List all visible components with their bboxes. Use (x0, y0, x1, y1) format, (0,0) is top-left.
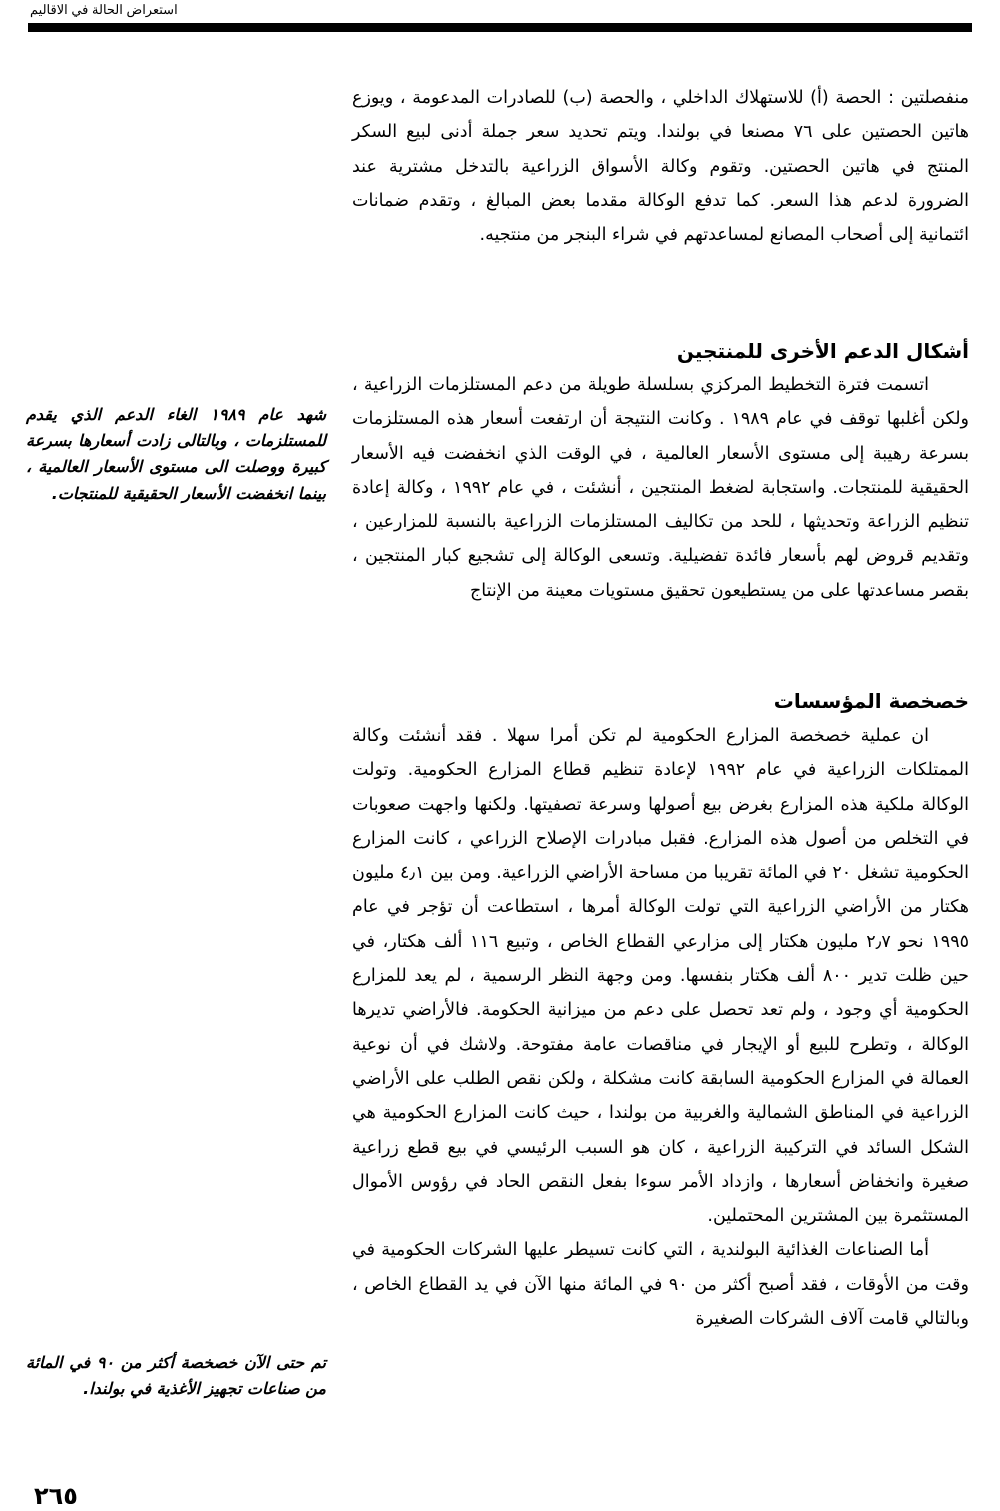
section-other-support-body (352, 368, 969, 608)
privatization-paragraph-1: ان عملية خصخصة المزارع الحكومية لم تكن أمرا سهلا . فقد أنشئت وكالة الممتلكات الزراعية في عام ١٩٩٢ لإعادة تنظيم قطاع المزارع الحكومية. وتولت الوكالة ملكية هذه المزارع بغرض بيع أصولها وسرعة تصفيتها. ولكنها واجهت صعوبات في التخلص من أصول هذه المزارع. فقبل مبادرات الإصلاح الزراعي ، كانت المزارع الحكومية تشغل ٢٠ في المائة تقريبا من مساحة الأراضي الزراعية. ومن بين ٤٫١ مليون هكتار من الأراضي الزراعية التي تولت الوكالة أمرها ، استطاعت أن تؤجر في عام ١٩٩٥ نحو ٢٫٧ مليون هكتار إلى مزارعي القطاع الخاص ، وتبيع ١١٦ ألف هكتار، في حين ظلت تدير ٨٠٠ ألف هكتار بنفسها. ومن وجهة النظر الرسمية ، لم يعد للمزارع الحكومية أي وجود ، ولم تعد تحصل على دعم من ميزانية الحكومة. فالأراضي تديرها الوكالة ، وتطرح للبيع أو الإيجار في مناقصات عامة مفتوحة. ولاشك في أن نوعية العمالة في المزارع الحكومية السابقة كانت مشكلة ، ولكن نقص الطلب على الأراضي الزراعية في المناطق الشمالية والغربية من بولندا ، حيث كانت المزارع الحكومية هي الشكل السائد في التركيبة الزراعية ، كان هو السبب الرئيسي في بيع قطع زراعية صغيرة وانخفاض أسعارها ، وازداد الأمر سوءا بفعل النقص الحاد في رؤوس الأموال المستثمرة بين المشترين المحتملين. (352, 726, 969, 1227)
privatization-paragraph-2: أما الصناعات الغذائية البولندية ، التي كانت تسيطر عليها الشركات الحكومية في وقت من الأوقات ، فقد أصبح أكثر من ٩٠ في المائة منها الآن في يد القطاع الخاص ، وبالتالي قامت آلاف الشركات الصغيرة (352, 1240, 969, 1330)
section-heading-other-support: أشكال الدعم الأخرى للمنتجين (676, 339, 969, 363)
section-heading-privatization: خصخصة المؤسسات (773, 689, 969, 713)
sidebar-note-input-subsidies: شهد عام ١٩٨٩ الغاء الدعم الذي يقدم للمستلزمات ، وبالتالى زادت أسعارها بسرعة كبيرة ووصلت الى مستوى الأسعار العالمية ، بينما انخفضت الأسعار الحقيقية للمنتجات. (26, 405, 326, 503)
page-number: ٢٦٥ (34, 1482, 78, 1510)
running-header: استعراض الحالة في الاقاليم (30, 2, 178, 17)
intro-paragraph: منفصلتين : الحصة (أ) للاستهلاك الداخلي ، والحصة (ب) للصادرات المدعومة ، ويوزع هاتين الحصتين على ٧٦ مصنعا في بولندا. ويتم تحديد سعر جملة أدنى لبيع السكر المنتج في هاتين الحصتين. وتقوم وكالة الأسواق الزراعية بالتدخل مشترية عند الضرورة لدعم هذا السعر. كما تدفع الوكالة مقدما بعض المبالغ ، وتقدم ضمانات ائتمانية إلى أصحاب المصانع لمساعدتهم في شراء البنجر من منتجيه. (352, 88, 970, 246)
other-support-paragraph: اتسمت فترة التخطيط المركزي بسلسلة طويلة من دعم المستلزمات الزراعية ، ولكن أغلبها توقف في عام ١٩٨٩ . وكانت النتيجة أن ارتفعت أسعار هذه المستلزمات بسرعة رهيبة إلى مستوى الأسعار العالمية ، في الوقت الذي انخفضت فيه الأسعار الحقيقية للمنتجات. واستجابة لضغط المنتجين ، أنشئت ، في عام ١٩٩٢ ، وكالة إعادة تنظيم الزراعة وتحديثها ، للحد من تكاليف المستلزمات الزراعية بالنسبة للمزارعين ، وتقديم قروض لهم بأسعار فائدة تفضيلية. وتسعى الوكالة إلى تشجيع كبار المنتجين ، بقصر مساعدتها على من يستطيعون تحقيق مستويات معينة من الإنتاج (352, 375, 970, 601)
section-privatization-body (352, 719, 969, 1336)
header-rule (28, 23, 972, 32)
intro-paragraph-block (352, 81, 969, 252)
sidebar-note-food-industry: تم حتى الآن خصخصة أكثر من ٩٠ في المائة من صناعات تجهيز الأغذية في بولندا. (26, 1353, 326, 1399)
